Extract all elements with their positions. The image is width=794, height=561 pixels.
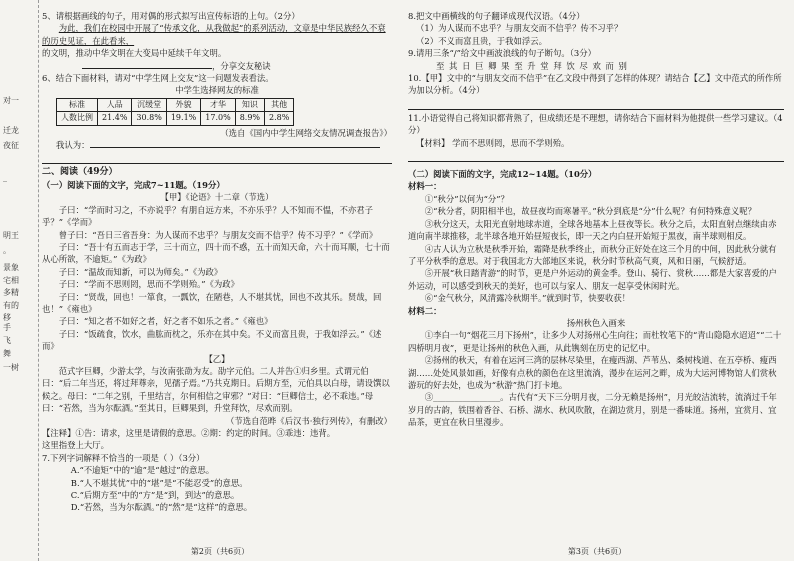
material-2 <box>408 329 784 428</box>
margin-fragment: 有的 <box>3 301 19 310</box>
subsection-2: （二）阅读下面的文字，完成12~14题。（10分） <box>408 169 597 180</box>
table-cell: 17.0% <box>201 112 235 125</box>
question-7-option-3: C.“后期方至”中的“方”是“到，到达”的意思。 <box>70 490 240 501</box>
passage-yi: 范式字巨卿，少游太学，与汝南张劭为友。劭字元伯。二人并告①归乡里。式谓元伯曰：“后二年当还，将过拜尊亲，见孺子焉。”乃共克期日。后期方至，元伯具以白母，请设馔以候之。母曰：“二年之别，千里结言，尔何相信之审邪？”对曰：“巨卿信士，必不乖违。”母曰：“若然，当为尔酝酒。”至其日，巨卿果到，升堂拜饮，尽欢而别。 <box>42 365 390 414</box>
table-header-cell: 标准 <box>57 98 98 111</box>
margin-fragment: 移 <box>3 313 11 322</box>
my-view-label: 我认为： <box>56 140 90 151</box>
table-cell: 30.8% <box>132 112 166 125</box>
question-8-item-1: （1）为人谋而不忠乎？与朋友交而不信乎？传不习乎？ <box>416 23 623 34</box>
passage-yi-title: 【乙】 <box>204 353 230 364</box>
question-7-option-2: B.“人不堪其忧”中的“堪”是“不能忍受”的意思。 <box>70 477 248 488</box>
margin-fragment: 舞 <box>3 349 11 358</box>
question-7-option-4: D.“若然，当为尔酝酒。”的“然”是“这样”的意思。 <box>70 502 253 513</box>
page-footer: 第2页（共6页） <box>190 546 250 556</box>
passage-jia-title: 【甲】《论语》十二章（节选） <box>160 192 274 203</box>
table-cell: 19.1% <box>166 112 200 125</box>
table-source: （选自《国内中学生网络交友情况调查报告》） <box>220 127 392 138</box>
question-11: 11.小语觉得自己将知识都背熟了，但成绩还是不理想，请你结合下面材料为他提供一些学习建议。（4分） <box>408 112 783 136</box>
margin-fragment: 迁龙 <box>3 126 19 135</box>
table-cell: 人数比例 <box>57 112 98 125</box>
question-5: 5、请根据画线的句子，用对偶的形式拟写出宣传标语的上句。（2分） <box>42 11 300 21</box>
slogan-text: ，分享交友秘诀 <box>212 60 271 71</box>
survey-table <box>56 98 294 126</box>
margin-fragment: 景象 <box>3 263 19 272</box>
question-11-material: 【材料】 学而不思则罔，思而不学则殆。 <box>416 137 570 148</box>
margin-fragment: 。 <box>3 246 11 255</box>
material-1-paragraph-6: ⑥“金气秋分，风清露冷秋期半。”就到时节，快要收获！ <box>424 293 631 304</box>
passage-jia <box>42 204 392 353</box>
material-1-paragraph-4: ④古人认为立秋是秋季开始，霜降是秋季终止，而秋分正好处在这三个月的中间，因此秋分就有了平分秋季的意思。对于我国北方大部地区来说，秋分时节秋高气爽，风和日丽，气候舒适。 <box>408 243 777 266</box>
analects-chapter-7: 子曰：“知之者不如好之者，好之者不如乐之者。”《雍也》 <box>58 316 273 327</box>
analects-chapter-8: 子曰：“饭疏食，饮水，曲肱而枕之，乐亦在其中矣。不义而富且贵，于我如浮云。”《述而》 <box>42 328 382 352</box>
binding-margin <box>0 0 39 561</box>
material-1-paragraph-2: ②“秋分者，阴阳相半也，故昼夜均而寒暑平。”秋分到底是“分”什么呢？有何特殊意义呢？ <box>424 206 756 217</box>
margin-fragment: 多精 <box>3 288 19 297</box>
material-1-paragraph-3: ③秋分这天，太阳光直射地球赤道，全球各地基本上昼夜等长。秋分之后，太阳直射点继续由赤道向南半球推移，北半球各地开始昼短夜长，即一天之内白昼开始短于黑夜，南半球则相反。 <box>408 218 777 242</box>
analects-chapter-5: 子曰：“学而不思则罔，思而不学则殆。”《为政》 <box>58 279 240 290</box>
section-reading: 二、阅读（49分） <box>42 167 118 178</box>
question-5-text-2: 的文明，推动中华文明在大变局中延续千年文明。 <box>42 48 227 59</box>
material-2-paragraph-3: ③________________。古代有“天下三分明月夜，二分无赖是扬州”，月光皎洁流转，流淌过千年岁月的古韵，铁围着香谷、石桥、湖水、秋风吹散，在湖边赏月，别是一番味道。扬州，宜赏月、宜品茶，更宜在秋日里漫步。 <box>408 392 777 428</box>
material-2-paragraph-1: ①李白一句“烟花三月下扬州”，让多少人对扬州心生向往；而杜牧笔下的“青山隐隐水迢迢”“二十四桥明月夜”，更是让扬州的秋色入画，从此镌刻在历史的记忆中。 <box>408 330 782 353</box>
margin-fragment: 飞 <box>3 336 11 345</box>
material-1-paragraph-5: ⑤开展“秋日踏青游”的时节，更是户外运动的黄金季。登山、骑行、赏秋……都是大家喜爱的户外运动，可以感受到秋天的美好，也可以与家人、朋友一起享受休闲时光。 <box>408 268 777 291</box>
analects-chapter-3: 子曰：“吾十有五而志于学，三十而立，四十而不惑，五十而知天命，六十而耳顺，七十而从心所欲，不逾矩。”《为政》 <box>42 241 390 265</box>
subsection-1: （一）阅读下面的文字，完成7~11题。（19分） <box>42 179 225 190</box>
exam-page-3 <box>400 0 794 561</box>
page-footer: 第3页（共6页） <box>567 546 627 556</box>
answer-line[interactable] <box>42 153 392 164</box>
analects-chapter-6: 子曰：“贤哉，回也！一箪食，一瓢饮，在陋巷，人不堪其忧，回也不改其乐。贤哉，回也！”《雍也》 <box>42 291 382 314</box>
material-1 <box>408 193 784 305</box>
analects-chapter-1: 子曰：“学而时习之，不亦说乎？有朋自远方来，不亦乐乎？人不知而不愠，不亦君子乎？”《学而》 <box>42 204 373 228</box>
passage-yi-source: （节选自范晔《后汉书·独行列传》，有删改） <box>226 415 392 426</box>
answer-blank[interactable] <box>82 68 212 69</box>
material-2-paragraph-2: ②扬州的秋天，有着在运河三湾的层林尽染里，在瘦西湖、芦苇丛、桑树栈道、在五亭桥、瘦西湖……处处风景如画，好像有点秋的颜色在这里流淌，漫步在运河之畔，成为大运河博物馆人们赏秋游玩的好去处，也成为“秋游”热门打卡地。 <box>408 355 777 390</box>
table-header-cell: 知识 <box>235 98 264 111</box>
question-5-text: 为此，我们在校园中开展了“传承文化，从我做起”的系列活动，文章是中华民族经久不衰的历史见证，在此看来， <box>42 23 386 46</box>
view-answer-blank[interactable] <box>90 147 380 148</box>
question-6: 6、结合下面材料，请对“中学生网上交友”这一问题发表看法。 <box>42 73 274 84</box>
table-header-cell: 才华 <box>201 98 235 111</box>
margin-fragment: 夜征 <box>3 141 19 150</box>
question-10: 10.【甲】文中的“与朋友交而不信乎”在乙文段中得到了怎样的体现？请结合【乙】文中范式的所作所为加以分析。（4分） <box>408 73 782 96</box>
table-cell: 21.4% <box>98 112 132 125</box>
margin-fragment: 对一 <box>3 96 19 105</box>
material-2-title: 材料二： <box>408 305 442 316</box>
answer-line[interactable] <box>408 99 784 110</box>
margin-fragment: 手 <box>3 323 11 332</box>
question-9-sentence: 至 其 日 巨 卿 果 至 升 堂 拜 饮 尽 欢 而 别 <box>436 60 628 71</box>
question-7: 7.下列字词解释不恰当的一项是（ ）（3分） <box>42 452 205 463</box>
question-8-item-2: （2）不义而富且贵，于我如浮云。 <box>416 35 547 46</box>
question-7-options <box>42 464 392 514</box>
margin-fragment: 宅相 <box>3 276 19 285</box>
question-9: 9.请用三条“/”给文中画波浪线的句子断句。（3分） <box>408 48 597 59</box>
margin-fragment: 明王 <box>3 231 19 240</box>
table-header-cell: 沉缓堂 <box>132 98 166 111</box>
material-1-paragraph-1: ①“秋分”以何为“分”？ <box>424 193 509 204</box>
table-header-cell: 人品 <box>98 98 132 111</box>
table-header-cell: 其他 <box>265 98 294 111</box>
analects-chapter-2: 曾子曰：“吾日三省吾身：为人谋而不忠乎？与朋友交而不信乎？传不习乎？”《学而》 <box>58 229 378 240</box>
annotation-2: 这里指登上大厅。 <box>42 440 109 451</box>
question-7-option-1: A.“不逾矩”中的“逾”是“越过”的意思。 <box>70 465 215 476</box>
table-header-cell: 外貌 <box>166 98 200 111</box>
margin-fragment: _ <box>3 173 7 182</box>
material-2-heading: 扬州秋色入画来 <box>566 317 626 328</box>
table-cell: 2.8% <box>265 112 294 125</box>
table-title: 中学生选择网友的标准 <box>175 85 259 96</box>
table-cell: 8.9% <box>235 112 264 125</box>
margin-fragment: 一树 <box>3 363 19 372</box>
annotation: 【注释】①告：请求，这里是请假的意思。②期：约定的时间。③乖违：违背。 <box>42 428 336 438</box>
analects-chapter-4: 子曰：“温故而知新，可以为师矣。”《为政》 <box>58 266 223 277</box>
material-1-title: 材料一： <box>408 181 442 192</box>
answer-line[interactable] <box>408 151 784 162</box>
question-8: 8.把文中画横线的句子翻译成现代汉语。（4分） <box>408 11 585 21</box>
